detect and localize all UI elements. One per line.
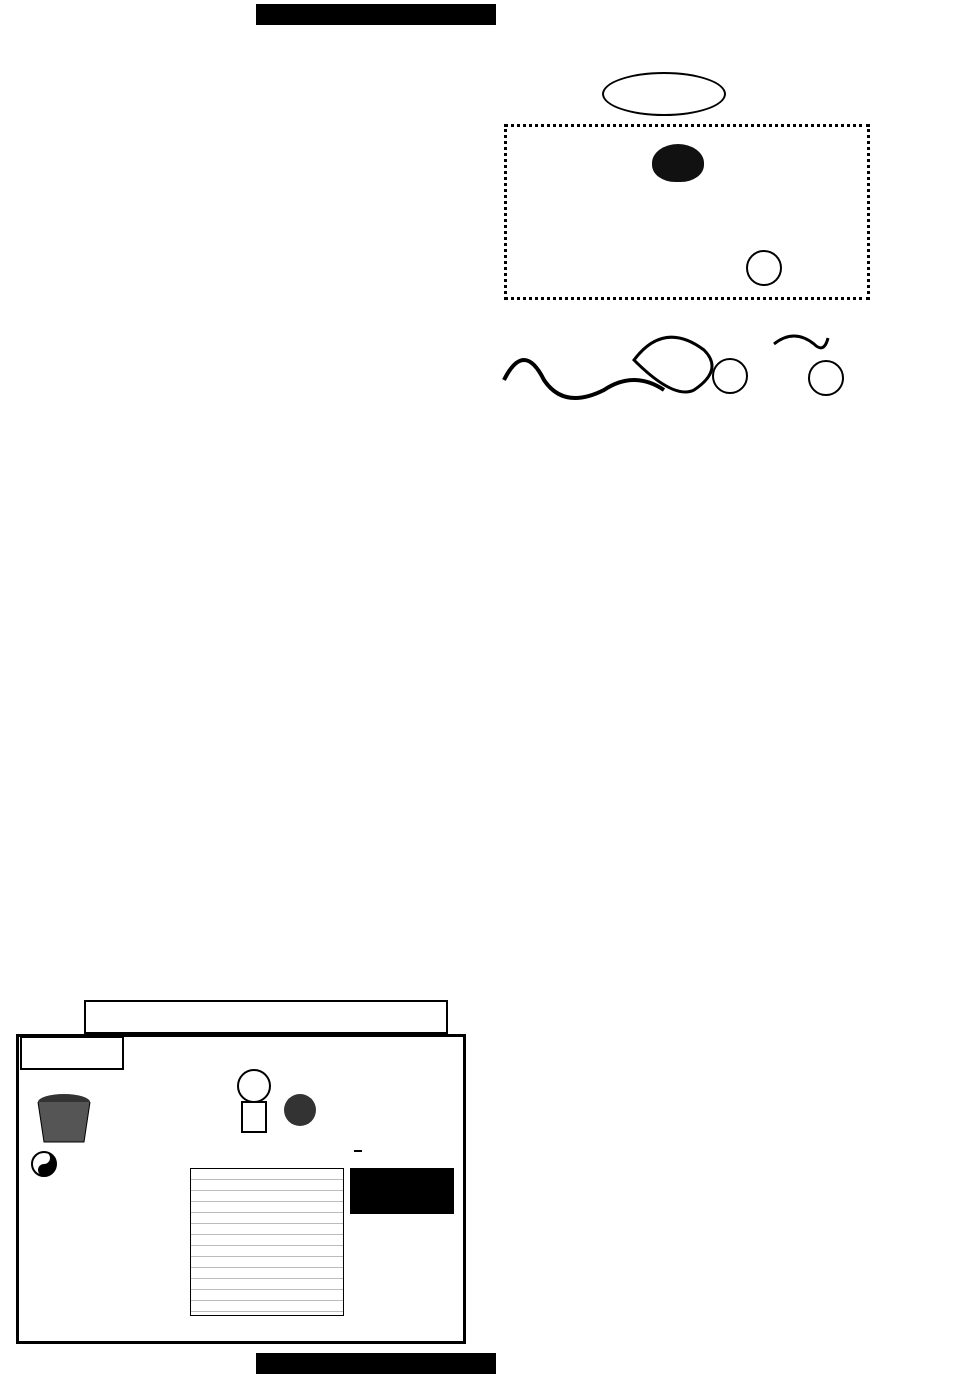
- line-chuer: [24, 474, 104, 500]
- dir-head: [354, 1150, 362, 1152]
- cartoon-figures-icon: [214, 1060, 324, 1140]
- footer: [22, 1353, 497, 1375]
- club-logo: [602, 72, 726, 116]
- line-yaoqian: [24, 502, 454, 528]
- footer-en: [256, 1353, 496, 1374]
- direction-diagram: [349, 1000, 455, 1140]
- ball-14: [712, 358, 748, 394]
- gift-label: [20, 1036, 124, 1070]
- heart-icon: [652, 144, 704, 182]
- vertical-banner: [906, 60, 952, 480]
- ball-21: [746, 250, 782, 286]
- header-en: [256, 4, 496, 25]
- ad-image: [484, 72, 884, 482]
- ball-39: [808, 360, 844, 396]
- yinyang-icon: [30, 1150, 58, 1178]
- top-header: [22, 4, 497, 26]
- bucket-icon: [34, 1092, 94, 1148]
- dragon-icon: [770, 324, 830, 364]
- xuanji-grid: [190, 1168, 344, 1316]
- newspaper-clip: [14, 1000, 462, 1340]
- dir-box: [350, 1168, 454, 1214]
